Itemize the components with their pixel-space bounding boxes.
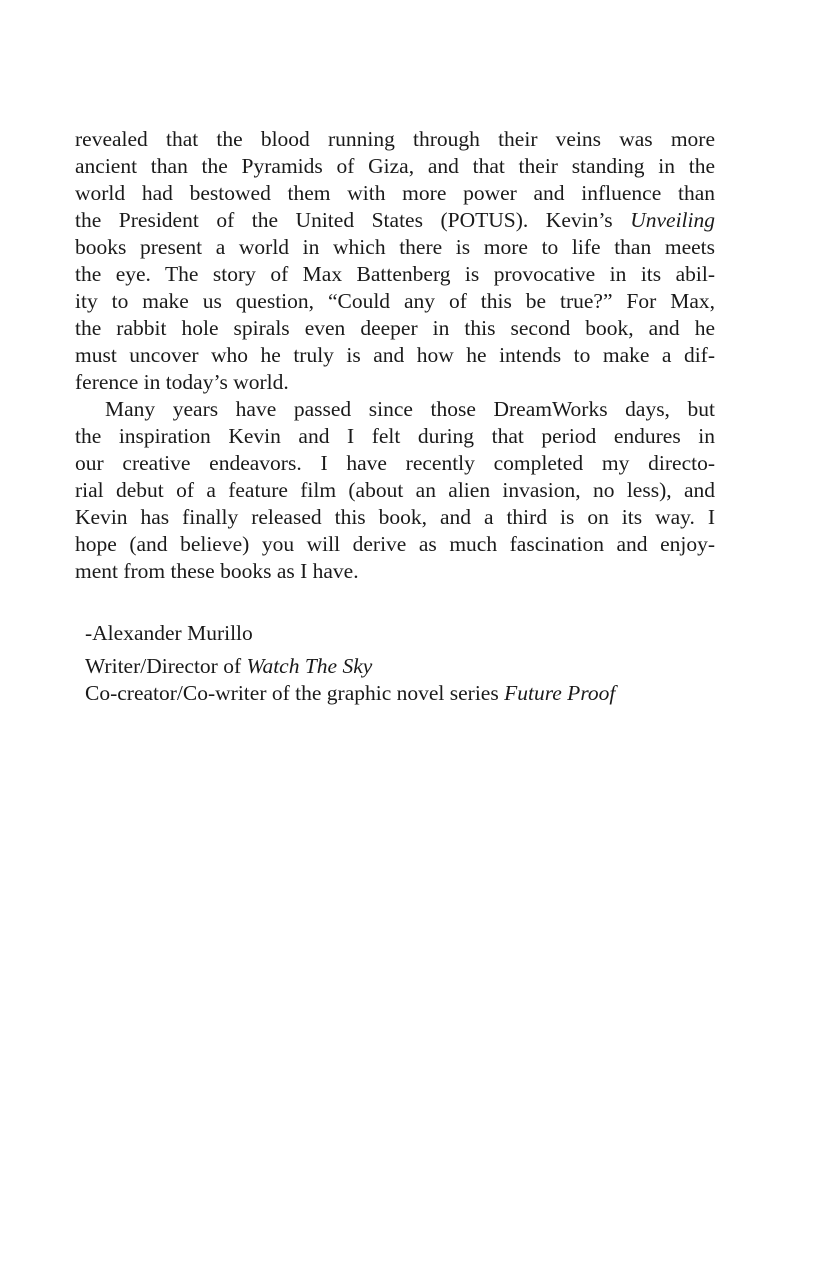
author-role-2 bbox=[85, 680, 785, 707]
paragraph-2 bbox=[75, 396, 715, 585]
text-line: our creative endeavors. I have recently completed my directo- bbox=[75, 451, 715, 475]
body-text bbox=[75, 126, 715, 585]
text-line: hope (and believe) you will derive as much fascination and enjoy- bbox=[75, 532, 715, 556]
text-line: ancient than the Pyramids of Giza, and that their standing in the bbox=[75, 154, 715, 178]
text-line: Many years have passed since those DreamWorks days, but bbox=[105, 397, 715, 421]
film-title: Watch The Sky bbox=[246, 654, 373, 678]
text-line-with-title bbox=[75, 207, 715, 234]
text-line: ference in today’s world. bbox=[75, 370, 289, 394]
book-series-title: Unveiling bbox=[630, 208, 716, 232]
text-line: the President of the United States (POTUS). Kevin’s bbox=[75, 208, 613, 232]
text-line: ity to make us question, “Could any of this be true?” For Max, bbox=[75, 289, 715, 313]
author-role-1 bbox=[85, 653, 785, 680]
text-line: the eye. The story of Max Battenberg is provocative in its abil- bbox=[75, 262, 715, 286]
text-line: must uncover who he truly is and how he intends to make a dif- bbox=[75, 343, 715, 367]
paragraph-1 bbox=[75, 126, 715, 396]
text-line: the rabbit hole spirals even deeper in this second book, and he bbox=[75, 316, 715, 340]
role-prefix: Writer/Director of bbox=[85, 654, 247, 678]
text-line: world had bestowed them with more power and influence than bbox=[75, 181, 715, 205]
author-signature bbox=[85, 620, 785, 707]
text-line: revealed that the blood running through their veins was more bbox=[75, 127, 715, 151]
text-line: books present a world in which there is more to life than meets bbox=[75, 235, 715, 259]
graphic-novel-title: Future Proof bbox=[504, 681, 616, 705]
text-line: the inspiration Kevin and I felt during that period endures in bbox=[75, 424, 715, 448]
text-line: ment from these books as I have. bbox=[75, 559, 359, 583]
role-prefix: Co-creator/Co-writer of the graphic novel series bbox=[85, 681, 505, 705]
text-line: rial debut of a feature film (about an alien invasion, no less), and bbox=[75, 478, 715, 502]
author-name: -Alexander Murillo bbox=[85, 621, 253, 645]
text-line: Kevin has finally released this book, and a third is on its way. I bbox=[75, 505, 715, 529]
